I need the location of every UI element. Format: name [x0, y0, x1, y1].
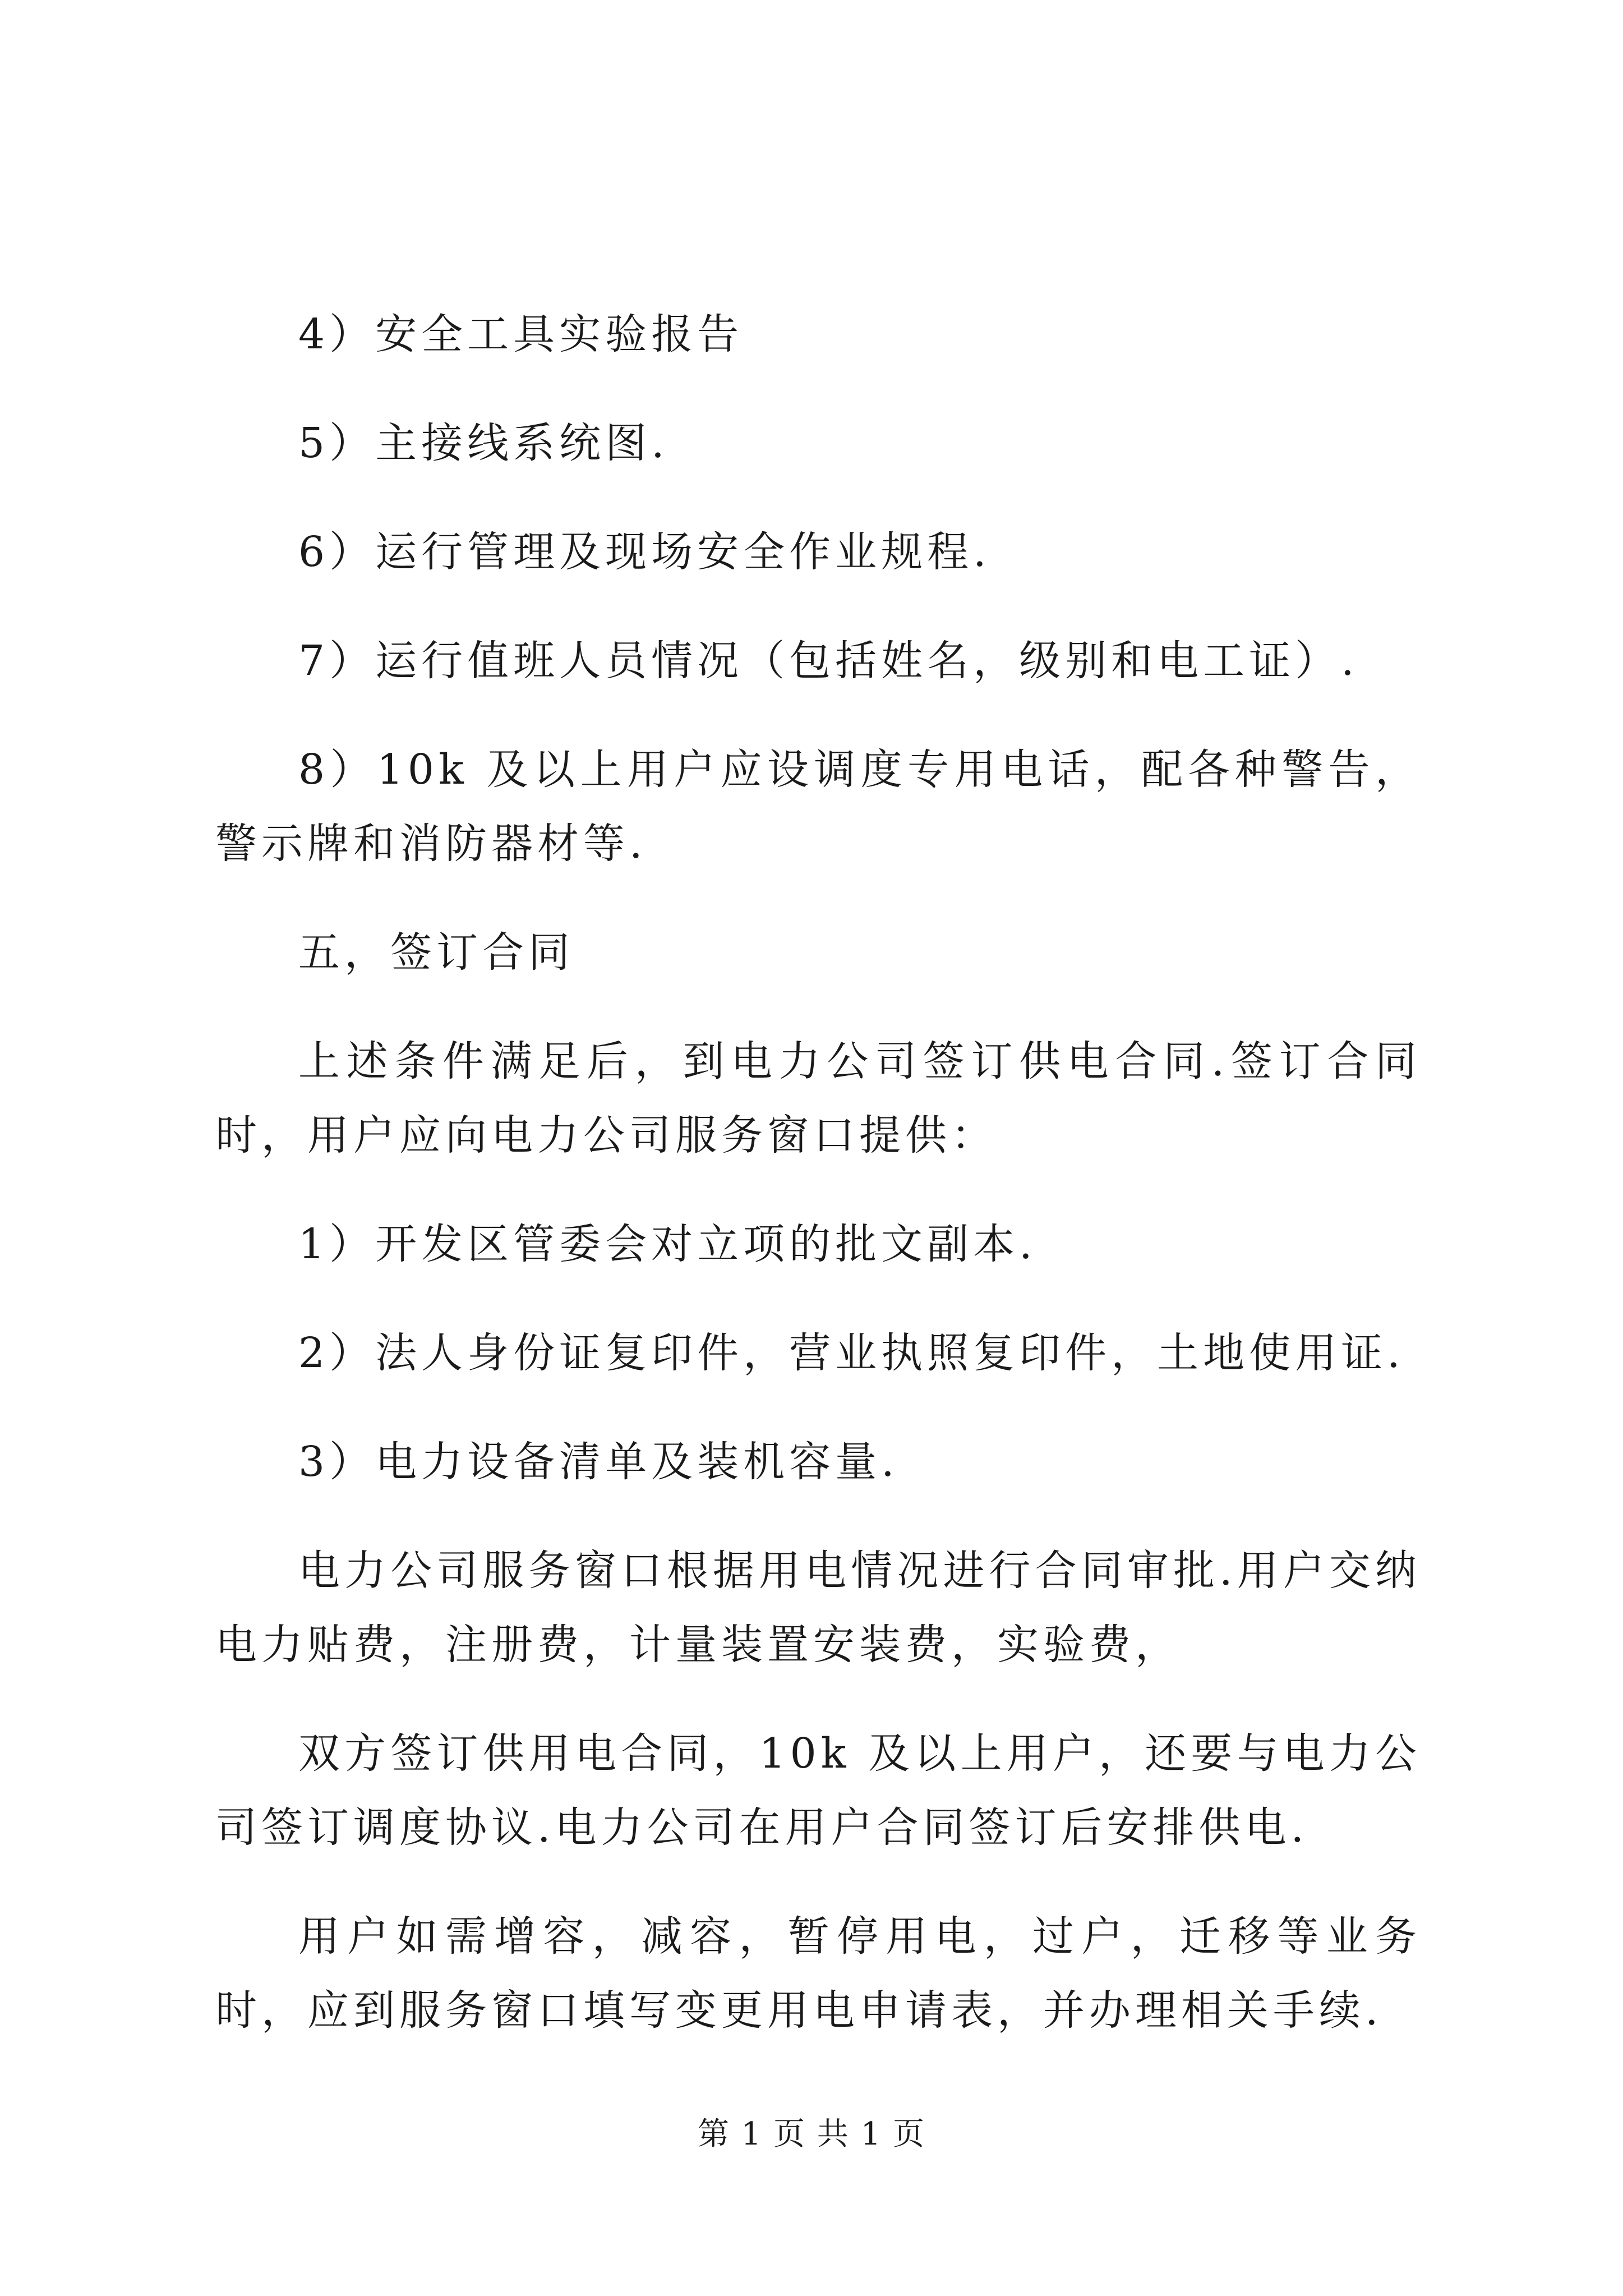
paragraph: 1）开发区管委会对立项的批文副本. [298, 1220, 1037, 1268]
paragraph: 用户如需增容，减容，暂停用电，过户，迁移等业务时，应到服务窗口填写变更用电申请表，并办理相关手续. [215, 1912, 1421, 2035]
paragraph: 7）运行值班人员情况（包括姓名，级别和电工证）. [298, 637, 1359, 685]
paragraph: 6）运行管理及现场安全作业规程. [298, 528, 991, 576]
page-footer: 第 1 页 共 1 页 [697, 2116, 926, 2152]
paragraph: 8）10k 及以上用户应设调度专用电话，配各种警告，警示牌和消防器材等. [215, 746, 1421, 868]
paragraph: 3）电力设备清单及装机容量. [298, 1438, 899, 1486]
paragraph: 电力公司服务窗口根据用电情况进行合同审批.用户交纳电力贴费，注册费，计量装置安装费，实验费， [215, 1547, 1421, 1669]
paragraph: 双方签订供用电合同，10k 及以上用户，还要与电力公司签订调度协议.电力公司在用户合同签订后安排供电. [215, 1729, 1421, 1852]
document-body [215, 297, 1421, 2082]
paragraph: 5）主接线系统图. [298, 419, 669, 467]
paragraph: 4）安全工具实验报告 [298, 310, 744, 358]
section-heading: 五，签订合同 [298, 928, 574, 977]
paragraph: 2）法人身份证复印件，营业执照复印件，土地使用证. [298, 1329, 1405, 1377]
paragraph: 上述条件满足后，到电力公司签订供电合同.签订合同时，用户应向电力公司服务窗口提供： [215, 1037, 1421, 1159]
